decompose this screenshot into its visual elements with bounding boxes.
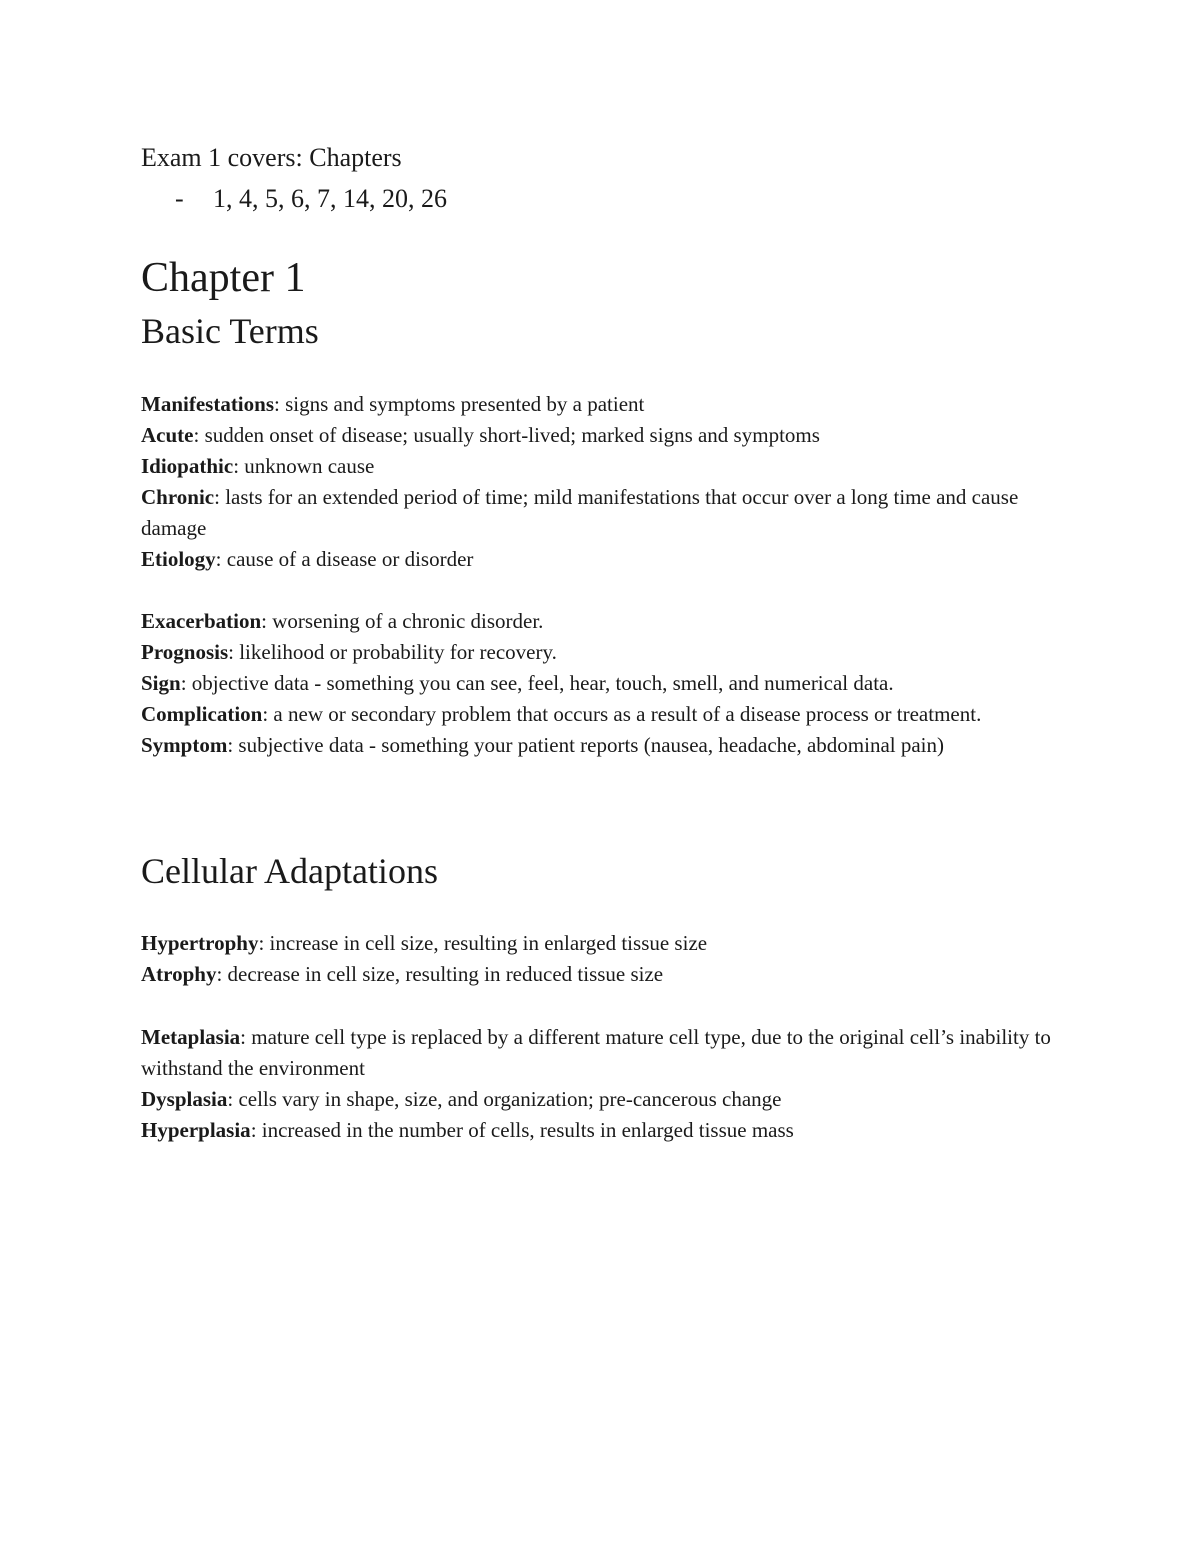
term-definition: : cells vary in shape, size, and organization; pre-cancerous change (227, 1087, 782, 1111)
term-definition: : increase in cell size, resulting in enlarged tissue size (258, 931, 708, 955)
section-heading-cellular-adaptations: Cellular Adaptations (141, 851, 438, 891)
term-entry-idiopathic (141, 451, 1071, 482)
term-definition: : likelihood or probability for recovery. (228, 640, 557, 664)
term-entry-sign (141, 668, 1071, 699)
term-name: Hyperplasia (141, 1118, 251, 1142)
term-entry-acute (141, 420, 1071, 451)
term-entry-metaplasia (141, 1022, 1071, 1084)
term-name: Manifestations (141, 392, 274, 416)
term-name: Hypertrophy (141, 931, 259, 955)
term-name: Exacerbation (141, 609, 262, 633)
term-entry-chronic (141, 482, 1071, 544)
term-name: Chronic (141, 485, 215, 509)
term-name: Atrophy (141, 962, 217, 986)
term-definition: : sudden onset of disease; usually short-lived; marked signs and symptoms (193, 423, 820, 447)
term-definition: : objective data - something you can see, feel, hear, touch, smell, and numerical data. (180, 671, 894, 695)
term-entry-atrophy (141, 959, 1071, 990)
term-definition: : lasts for an extended period of time; mild manifestations that occur over a long time and cause damage (141, 485, 1019, 540)
basic-terms-group-2 (141, 606, 1071, 761)
list-bullet: - (175, 184, 184, 213)
term-name: Idiopathic (141, 454, 234, 478)
term-entry-manifestations (141, 389, 1071, 420)
term-name: Etiology (141, 547, 216, 571)
term-definition: : signs and symptoms presented by a patient (274, 392, 645, 416)
term-entry-exacerbation (141, 606, 1071, 637)
basic-terms-group-1 (141, 389, 1071, 575)
term-name: Prognosis (141, 640, 229, 664)
cellular-adaptations-group-2 (141, 1022, 1071, 1146)
term-definition: : mature cell type is replaced by a different mature cell type, due to the original cell’s inability to withstand the environment (141, 1025, 1051, 1080)
term-entry-prognosis (141, 637, 1071, 668)
cellular-adaptations-group-1 (141, 928, 1071, 990)
chapter-title: Chapter 1 (141, 255, 306, 301)
exam-chapter-list (175, 181, 447, 217)
term-entry-hypertrophy (141, 928, 1071, 959)
term-name: Metaplasia (141, 1025, 241, 1049)
term-name: Acute (141, 423, 194, 447)
term-definition: : unknown cause (233, 454, 375, 478)
term-name: Sign (141, 671, 181, 695)
term-entry-complication (141, 699, 1071, 730)
term-entry-etiology (141, 544, 1071, 575)
term-definition: : decrease in cell size, resulting in reduced tissue size (216, 962, 664, 986)
term-entry-hyperplasia (141, 1115, 1071, 1146)
term-name: Symptom (141, 733, 228, 757)
section-heading-basic-terms: Basic Terms (141, 311, 319, 351)
term-definition: : cause of a disease or disorder (215, 547, 474, 571)
chapter-numbers: 1, 4, 5, 6, 7, 14, 20, 26 (213, 184, 447, 213)
term-entry-dysplasia (141, 1084, 1071, 1115)
term-definition: : increased in the number of cells, results in enlarged tissue mass (250, 1118, 794, 1142)
term-definition: : worsening of a chronic disorder. (261, 609, 544, 633)
term-entry-symptom (141, 730, 1071, 761)
exam-coverage-line: Exam 1 covers: Chapters (141, 143, 402, 172)
term-name: Complication (141, 702, 263, 726)
term-definition: : subjective data - something your patient reports (nausea, headache, abdominal pain) (227, 733, 945, 757)
term-definition: : a new or secondary problem that occurs as a result of a disease process or treatment. (262, 702, 982, 726)
term-name: Dysplasia (141, 1087, 228, 1111)
